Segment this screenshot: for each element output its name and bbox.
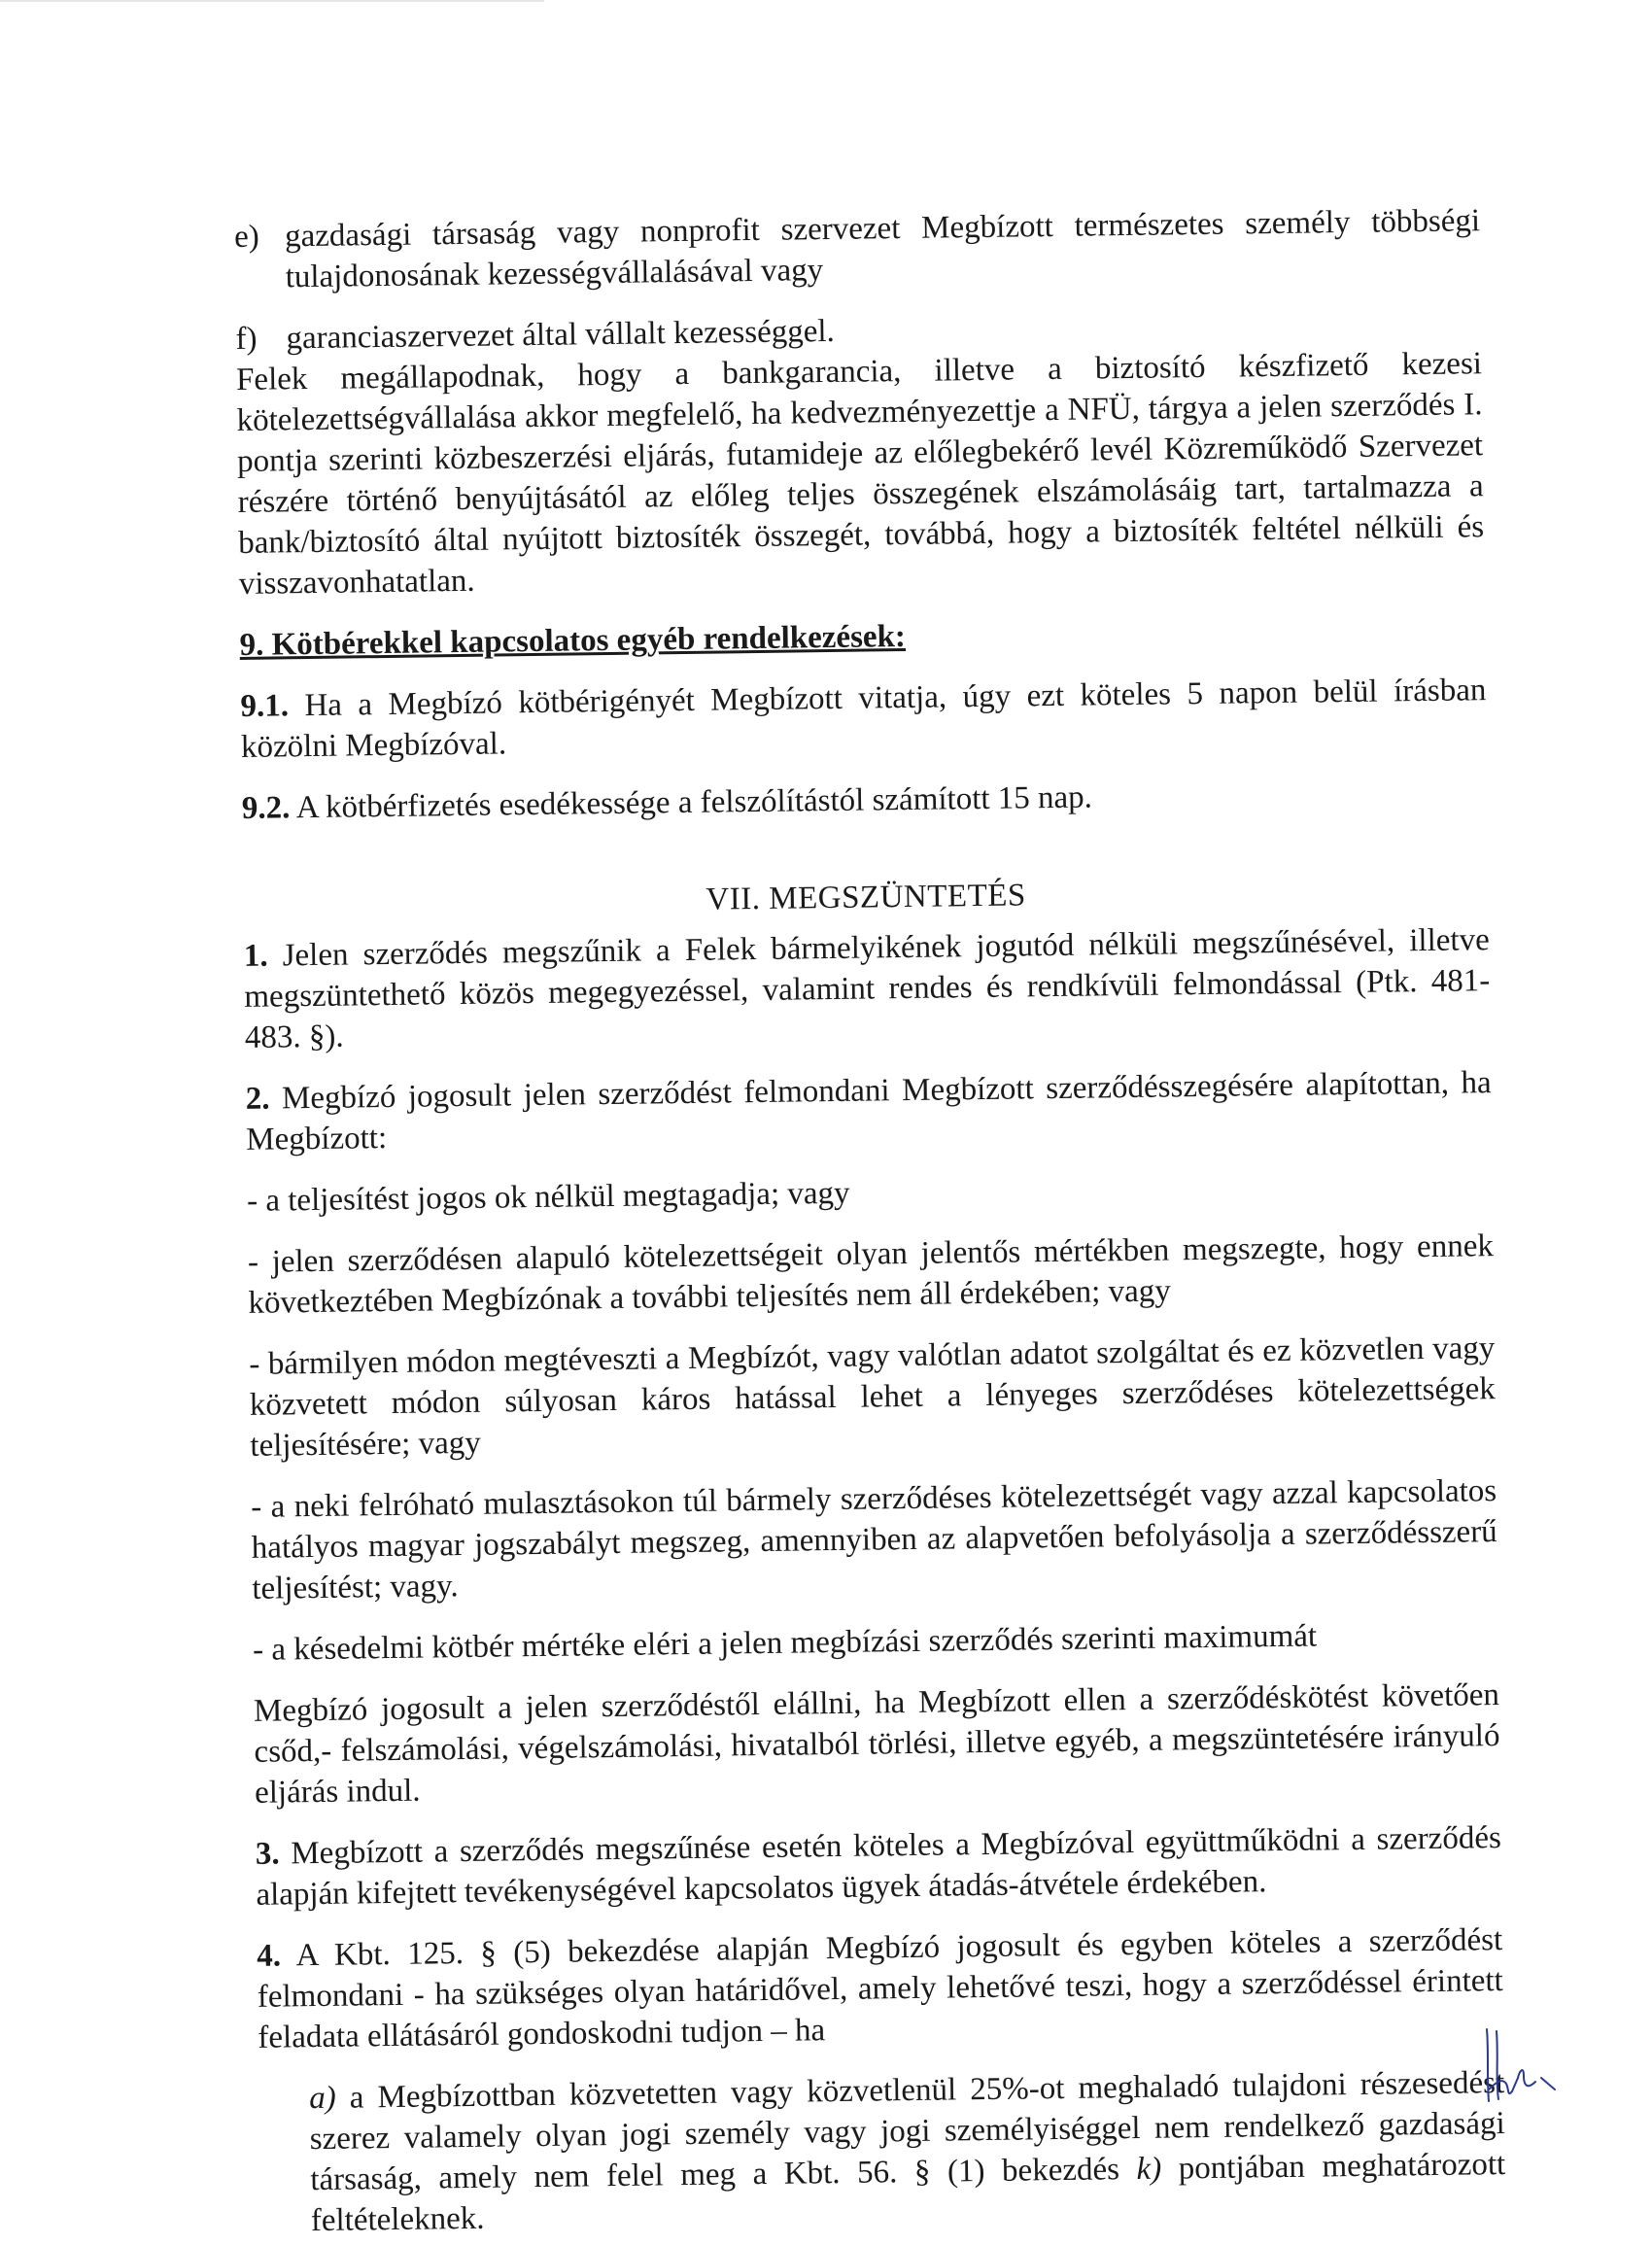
list-item-e [234, 200, 1481, 298]
handwritten-initials [1477, 2021, 1565, 2109]
guarantee-paragraph: Felek megállapodnak, hogy a bankgarancia, illetve a biztosító készfizető kezesi kötelezettségvállalása akkor megfelelő, ha kedvezményezettje a NFÜ, tárgya a jelen szerződés I. pontja szerinti közbeszerzési eljárás, futamideje az előlegbekérő levél Közreműködő Szervezet részére történő benyújtásától az előleg teljes összegének elszámolásáig tart, tartalmazza a bank/biztosító által nyújtott biztosíték összegét, továbbá, hogy a biztosíték feltétel nélküli és visszavonhatatlan. [235, 346, 1485, 602]
reference-letter: k) [1136, 2151, 1162, 2188]
paragraph-number: 1. [243, 938, 268, 974]
paragraph-9-1 [240, 670, 1487, 768]
list-marker: e) [233, 219, 260, 255]
scan-edge-line [0, 0, 544, 2]
paragraph-text: a Megbízottban közvetetten vagy közvetlenül 25%-ot meghaladó tulajdoni részesedést szerez valamely olyan jogi személy vagy jogi személyiséggel nem rendelkező gazdasági társaság, amely nem felel meg a Kbt. 56. § (1) bekezdés [309, 2065, 1505, 2198]
list-item-text: garanciaszervezet által vállalt kezességgel. [286, 313, 836, 357]
paragraph-4-a [258, 2062, 1506, 2242]
paragraph-text: A Kbt. 125. § (5) bekezdése alapján Megbízó jogosult és egyben köteles a szerződést felmondani - ha szükséges olyan határidővel, amely lehetővé teszi, hogy a szerződéssel érintett feladata ellátásáról gondoskodni tudjon – ha [257, 1922, 1503, 2055]
dash-item: - a neki felróható mulasztásokon túl bármely szerződéses kötelezettségét vagy azzal kapcsolatos hatályos magyar jogszabályt megszeg, amennyiben az alapvetően befolyásolja a szerződésszerű teljesítést; vagy. [251, 1473, 1497, 1606]
list-item-text: gazdasági társaság vagy nonprofit szervezet Megbízott természetes személy többségi tulajdonosának kezességvállalásával vagy [284, 203, 1481, 295]
section-9-heading: 9. Kötbérekkel kapcsolatos egyéb rendelkezések: [239, 618, 907, 663]
withdrawal-paragraph: Megbízó jogosult a jelen szerződéstől elállni, ha Megbízott ellen a szerződéskötést követően csőd,- felszámolási, végelszámolási, hivatalból törlési, illetve egyéb, a megszüntetésére irányuló eljárás indul. [253, 1677, 1500, 1811]
paragraph-text: Jelen szerződés megszűnik a Felek bármelyikének jogutód nélküli megszűnésével, illetve megszüntethető közös megegyezéssel, valamint rendes és rendkívüli felmondással (Ptk. 481-483. §). [244, 922, 1491, 1055]
dash-item: - jelen szerződésen alapuló kötelezettségeit olyan jelentős mértékben megszegte, hogy ennek következtében Megbízónak a további teljesítés nem áll érdekében; vagy [247, 1228, 1495, 1321]
paragraph-number: 4. [257, 1938, 282, 1974]
list-marker: f) [235, 321, 258, 357]
paragraph-3 [256, 1817, 1502, 1916]
paragraph-4 [257, 1919, 1504, 2058]
paragraph-text: pontjában meghatározott feltételeknek. [310, 2147, 1506, 2239]
paragraph-9-2 [242, 772, 1488, 829]
paragraph-number: 9.1. [240, 688, 290, 724]
paragraph-1 [244, 919, 1492, 1058]
paragraph-text: Megbízó jogosult jelen szerződést felmondani Megbízott szerződésszegésére alapítottan, ha Megbízott: [246, 1065, 1492, 1157]
paragraph-number: 2. [245, 1081, 270, 1117]
paragraph-text: Ha a Megbízó kötbérigényét Megbízott vitatja, úgy ezt köteles 5 napon belül írásban közölni Megbízóval. [240, 673, 1487, 765]
paragraph-number: 9.2. [241, 790, 291, 826]
paragraph-text: Megbízott a szerződés megszűnése esetén köteles a Megbízóval együttműködni a szerződés alapján kifejtett tevékenységével kapcsolatos ügyek átadás-átvétele érdekében. [256, 1820, 1502, 1913]
dash-item: - a teljesítést jogos ok nélkül megtagadja; vagy [246, 1175, 850, 1219]
subitem-marker: a) [308, 2080, 336, 2117]
dash-item: - bármilyen módon megtéveszti a Megbízót, vagy valótlan adatot szolgáltat és ez közvetlen vagy közvetett módon súlyosan káros hatással lehet a lényeges szerződéses kötelezettségek teljesítésére; vagy [249, 1330, 1497, 1464]
paragraph-text: A kötbérfizetés esedékessége a felszólítástól számított 15 nap. [290, 779, 1093, 826]
paragraph-number: 3. [255, 1836, 280, 1872]
dash-item: - a késedelmi kötbér mértéke eléri a jelen megbízási szerződés szerinti maximumát [252, 1618, 1318, 1668]
paragraph-2 [245, 1062, 1492, 1160]
chapter-heading: VII. MEGSZÜNTETÉS [706, 878, 1026, 917]
